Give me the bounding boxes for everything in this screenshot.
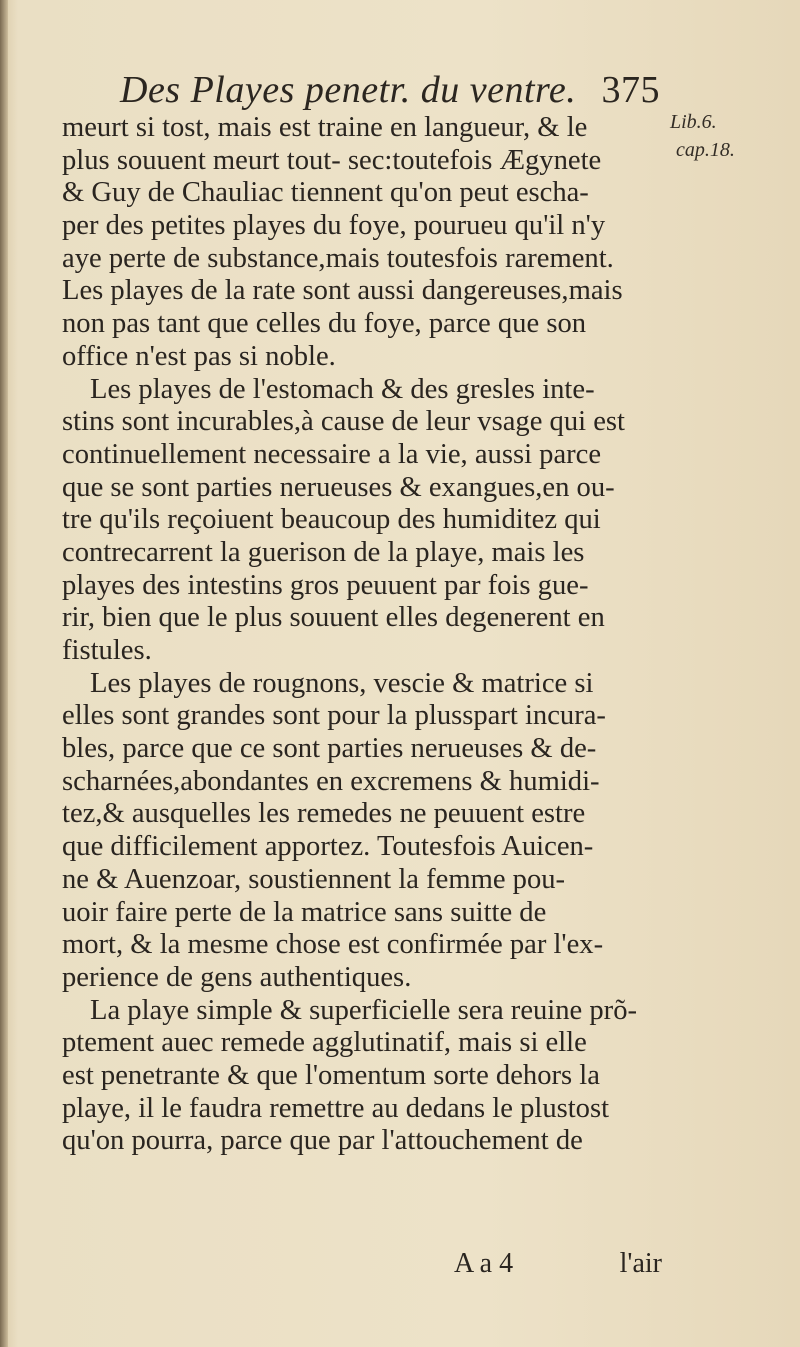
signature-mark: A a 4 xyxy=(454,1248,514,1279)
binding-gutter xyxy=(0,0,8,1347)
running-title: Des Playes penetr. du ventre. xyxy=(120,69,577,111)
text-line: tez,& ausquelles les remedes ne peuuent estre xyxy=(62,798,586,830)
text-line: ptement auec remede agglutinatif, mais si elle xyxy=(62,1027,587,1059)
margin-note-chapter: cap.18. xyxy=(676,139,735,161)
text-line: La playe simple & superficielle sera reuine prõ- xyxy=(90,994,638,1026)
text-line: continuellement necessaire a la vie, aussi parce xyxy=(62,438,602,470)
text-line: bles, parce que ce sont parties nerueuses & de- xyxy=(62,733,597,765)
text-line: contrecarrent la guerison de la playe, mais les xyxy=(62,536,585,568)
text-line: rir, bien que le plus souuent elles degenerent en xyxy=(62,602,605,634)
text-line: office n'est pas si noble. xyxy=(62,340,336,372)
text-line: est penetrante & que l'omentum sorte dehors la xyxy=(62,1059,600,1091)
page-footer xyxy=(420,1248,662,1282)
text-line: scharnées,abondantes en excremens & humidi- xyxy=(62,765,600,797)
text-line: Les playes de la rate sont aussi dangereuses,mais xyxy=(62,275,623,307)
margin-note-book: Lib.6. xyxy=(670,111,717,133)
text-line: qu'on pourra, parce que par l'attouchement de xyxy=(62,1125,583,1157)
text-line: uoir faire perte de la matrice sans suitte de xyxy=(62,896,547,928)
page-header xyxy=(120,68,660,118)
text-line: aye perte de substance,mais toutesfois rarement. xyxy=(62,242,614,274)
text-line: playes des intestins gros peuuent par fois gue- xyxy=(62,569,589,601)
margin-note xyxy=(670,108,770,164)
text-line: per des petites playes du foye, pourueu qu'il n'y xyxy=(62,210,606,242)
text-line: stins sont incurables,à cause de leur vsage qui est xyxy=(62,406,625,438)
page-number: 375 xyxy=(601,69,660,111)
text-line: que se sont parties nerueuses & exangues,en ou- xyxy=(62,471,615,503)
text-line: plus souuent meurt tout- sec:toutefois Ægynete xyxy=(62,144,602,176)
text-line: que difficilement apportez. Toutesfois Auicen- xyxy=(62,831,594,863)
catchword: l'air xyxy=(619,1248,662,1279)
text-line: meurt si tost, mais est traine en langueur, & le xyxy=(62,112,588,143)
body-text xyxy=(62,112,662,1158)
text-line: perience de gens authentiques. xyxy=(62,961,412,993)
text-line: Les playes de rougnons, vescie & matrice si xyxy=(90,667,594,699)
text-line: mort, & la mesme chose est confirmée par l'ex- xyxy=(62,929,604,961)
text-line: Les playes de l'estomach & des gresles inte- xyxy=(90,373,595,405)
text-line: playe, il le faudra remettre au dedans le plustost xyxy=(62,1092,610,1124)
text-line: & Guy de Chauliac tiennent qu'on peut escha- xyxy=(62,177,589,209)
text-line: fistules. xyxy=(62,635,152,666)
text-line: tre qu'ils reçoiuent beaucoup des humiditez qui xyxy=(62,504,601,536)
text-line: ne & Auenzoar, soustiennent la femme pou- xyxy=(62,863,566,895)
text-line: elles sont grandes sont pour la plusspart incura- xyxy=(62,700,606,732)
text-line: non pas tant que celles du foye, parce que son xyxy=(62,308,587,340)
